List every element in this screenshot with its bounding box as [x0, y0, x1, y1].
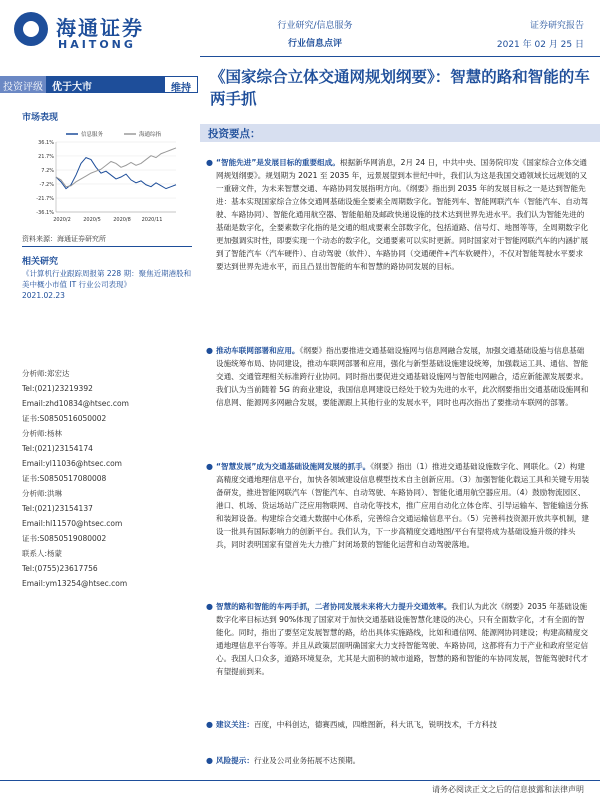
paragraph-body: 百度，中科创达，德赛西威，四维图新，科大讯飞，锐明技术，千方科技	[253, 720, 497, 729]
bullet-icon: ●	[206, 346, 213, 355]
chart-svg	[26, 128, 184, 228]
x-tick-label: 2020/8	[113, 217, 131, 223]
paragraph-lead: 推动车联网部署和应用。	[216, 346, 300, 355]
footer-divider	[0, 780, 600, 781]
logo-english-name: HAITONG	[58, 38, 136, 51]
paragraph-body: 根据新华网消息，2月 24 日，中共中央、国务院印发《国家综合立体交通网规划纲要》。规划期为 2021 至 2035 年，远景展望到本世纪中叶，我们认为这是我国交通领域长远规划的又一重磅文件，为未来智慧交通、车路协同发展指明方向。《纲要》指出到 2035 年的发展目标之一是达到智能先进：基本实现国家综合立体交通网基础设施全要素全周期数字化。智能列车、智能网联汽车（智能汽车、自动驾驶、车路协同）、智能化通用航空器、智能船舶及邮政快递设施的技术达到世界先进水平。我们认为智能先进的基础是数字化，全要素数字化指的是交通的组成要素全部数字化，包括道路、信号灯、地图等等，全周期数字化更加强调实时性，即要实现一个动态的数字化，交通要素可以实时更新。同时国家对于智能网联汽车的内涵扩展到了智能汽车（汽车硬件）、自动驾驶（软件）、车路协同（交通硬件+汽车软硬件），不仅对智能驾驶水平要求要达到世界先进水平，而且凸显出智能的车和智慧的路协同发展的目标。	[216, 158, 589, 271]
analyst-tel: Tel:(021)23154174	[22, 444, 93, 453]
paragraph-lead: 风险提示：	[216, 756, 254, 765]
market-performance-title: 市场表现	[22, 113, 59, 123]
related-research-list	[22, 268, 194, 301]
paragraph-lead: “智慧发展”成为交通基础设施网发展的抓手。	[216, 462, 371, 471]
risk-paragraph	[206, 754, 590, 767]
analyst-name: 分析师:郑宏达	[22, 369, 70, 378]
y-tick-label: 7.2%	[41, 168, 54, 175]
bullet-icon: ●	[206, 720, 213, 729]
bullet-icon: ●	[206, 602, 213, 611]
header-meta-block	[497, 18, 584, 50]
contact-name: 联系人:杨蒙	[22, 549, 63, 558]
industry-category: 行业研究/信息服务	[277, 21, 353, 31]
analyst-name: 分析师:杨林	[22, 429, 63, 438]
paragraph-body: 《纲要》指出（1）推进交通基础设施数字化、网联化。（2）构建高精度交通地理信息平台，加快各领域建设信息模型技术自主创新应用。（3）加强智能化载运工具和关键专用装备研发，推进智能网联汽车（智能汽车、自动驾驶、车路协同）、智能化通用航空器应用。（4）鼓励物流园区、港口、机场、货运场站广泛应用物联网、自动化等技术，推广应用自动化立体仓库、引导运输车、智能输送分拣和装卸设备。构建综合交通大数据中心体系，完善综合交通运输信息平台。（5）完善科技资源开放共享机制，建设一批具有国际影响力的创新平台。我们认为，下一步高精度交通地图/平台有望将成为基础设施升级的排头兵，同时表明国家有望首先大力推广封闭场景的智能化运营和自动驾驶落地。	[216, 462, 590, 549]
rating-value: 优于大市	[46, 76, 164, 93]
key-points-header	[200, 124, 600, 142]
paragraph-lead: 建议关注：	[216, 720, 254, 729]
analyst-block	[22, 486, 194, 546]
company-logo	[14, 10, 144, 56]
series-line	[56, 148, 176, 187]
paragraph-body: 我们认为此次《纲要》2035 年基础设施数字化率目标达到 90%体现了国家对于加快交通基础设施智慧化建设的决心，只有全面数字化，才有全面的智能化。同时，指出了要坚定发展智慧的路，给出具体实施路线，比如和通信网、能源网协同建设；构建高精度交通地理信息平台等等。并且从政策层面明确国家大力支持智能驾驶、车路协同，这都将有力于产业和政府坚定信心。我国人口众多，道路环境复杂，尤其是大面积的城市道路，智慧的路和智能的车协同发展，智能驾驶时代才有望提前到来。	[216, 602, 589, 676]
analyst-tel: Tel:(021)23154137	[22, 504, 93, 513]
report-type: 行业信息点评	[287, 39, 342, 49]
legend-label: 信息服务	[81, 132, 104, 138]
paragraph-lead: 智慧的路和智能的车两手抓，二者协同发展未来将大力提升交通效率。	[216, 602, 452, 611]
report-label: 证券研究报告	[529, 21, 584, 31]
rating-label: 投资评级	[0, 76, 46, 93]
paragraph-body: 《纲要》指出要推进交通基础设施网与信息网融合发展，加强交通基础设施与信息基础设施统筹布局、协同建设，推动车联网部署和应用，强化与新型基础设施建设统筹，加强载运工具、通信、智能交通、交通管理相关标准跨行业协同。同时指出要促进交通基础设施网与智能电网融合，适应新能源发展要求。我们认为当前随着 5G 的商业建设，我国信息网建设已经处于较为先进的水平，此次纲要指出交通基础设施网和信息网、能源网多网融合发展，要能源跟上其他行业的发展水平，同时也再次指出了要推动车联网的部署。	[216, 346, 589, 407]
analyst-cert: 证书:S0850519080002	[22, 534, 107, 543]
market-performance-chart	[26, 128, 184, 228]
paragraph-lead: “智能先进”是发展目标的重要组成。	[216, 158, 340, 167]
x-tick-label: 2020/2	[53, 217, 71, 223]
bullet-icon: ●	[206, 158, 213, 167]
investment-rating	[0, 76, 198, 93]
logo-mark-icon	[14, 12, 48, 46]
key-point-paragraph	[206, 344, 590, 409]
bullet-icon: ●	[206, 462, 213, 471]
analyst-email[interactable]: Email:hl11570@htsec.com	[22, 519, 123, 528]
legend-label: 海通综指	[139, 132, 162, 138]
related-research-title: 相关研究	[22, 257, 59, 267]
y-tick-label: -7.2%	[39, 181, 54, 188]
related-item[interactable]: 《计算机行业跟踪周报第 228 期：聚焦近期港股和美中概小市值 IT 行业公司表现》	[22, 269, 192, 289]
related-item-date: 2021.02.23	[22, 291, 65, 300]
analyst-email[interactable]: Email:yl11036@htsec.com	[22, 459, 122, 468]
sidebar-divider	[22, 246, 192, 247]
contact-block	[22, 546, 194, 591]
analyst-email[interactable]: Email:zhd10834@htsec.com	[22, 399, 129, 408]
chart-source: 资料来源：海通证券研究所	[22, 235, 106, 243]
analyst-tel: Tel:(021)23219392	[22, 384, 93, 393]
report-header	[0, 0, 600, 62]
logo-chinese-name: 海通证券	[56, 16, 144, 40]
y-tick-label: 36.1%	[38, 140, 54, 146]
bullet-icon: ●	[206, 756, 213, 765]
y-tick-label: 21.7%	[38, 153, 54, 160]
recommendation-paragraph	[206, 718, 590, 731]
x-tick-label: 2020/11	[141, 217, 163, 223]
contact-email[interactable]: Email:ym13254@htsec.com	[22, 579, 128, 588]
footer-disclaimer: 请务必阅读正文之后的信息披露和法律声明	[432, 785, 584, 794]
header-category-block	[250, 18, 380, 49]
key-point-paragraph	[206, 600, 590, 678]
analyst-name: 分析师:洪琳	[22, 489, 63, 498]
key-points-title: 投资要点：	[208, 128, 261, 140]
key-point-paragraph	[206, 460, 590, 551]
paragraph-body: 行业及公司业务拓展不达预期。	[253, 756, 361, 765]
y-tick-label: -36.1%	[36, 210, 54, 216]
rating-status: 维持	[164, 76, 198, 93]
x-tick-label: 2020/5	[83, 217, 101, 223]
report-date: 2021 年 02 月 25 日	[496, 40, 584, 50]
contact-tel: Tel:(0755)23617756	[22, 564, 98, 573]
analyst-cert: 证书:S0850517080008	[22, 474, 107, 483]
key-point-paragraph	[206, 156, 590, 273]
y-tick-label: -21.7%	[36, 196, 54, 203]
analyst-block	[22, 426, 194, 486]
analyst-block	[22, 366, 194, 426]
analyst-cert: 证书:S0850516050002	[22, 414, 107, 423]
header-divider	[200, 56, 600, 57]
report-title: 《国家综合立体交通网规划纲要》：智慧的路和智能的车两手抓	[210, 68, 590, 108]
